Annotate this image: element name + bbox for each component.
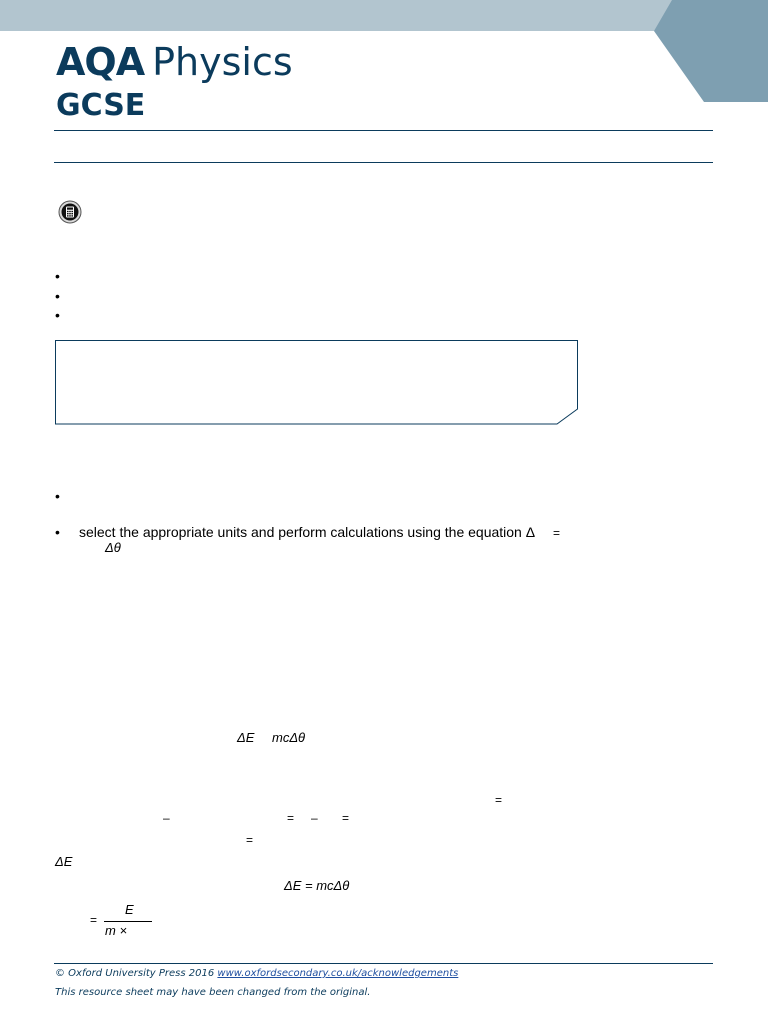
minus-sign: –	[163, 811, 170, 825]
header-band	[0, 0, 768, 31]
footer-divider	[54, 963, 713, 964]
calculator-icon	[58, 200, 82, 224]
fraction-bar	[104, 921, 152, 922]
delta-e-symbol: ΔE	[237, 730, 255, 745]
fraction-numerator: E	[125, 902, 134, 917]
equals-sign: =	[90, 913, 98, 927]
equals-sign: =	[246, 833, 254, 847]
equals-sign: =	[553, 526, 561, 540]
header-divider	[54, 130, 713, 131]
title-divider	[54, 162, 713, 163]
bullet-point: •	[55, 307, 60, 323]
info-box	[55, 340, 578, 425]
equals-sign: =	[287, 811, 295, 825]
footer-copyright	[55, 968, 458, 979]
brand-logo	[56, 40, 293, 123]
delta-theta-symbol: Δθ	[105, 540, 121, 555]
equals-sign: =	[495, 793, 503, 807]
bullet-point: •	[55, 524, 60, 540]
brand-name: AQA	[56, 40, 145, 84]
subject-title: Physics	[152, 40, 293, 84]
delta-e-label: ΔE	[55, 854, 73, 869]
footer-notice: This resource sheet may have been changed from the original.	[55, 987, 371, 998]
objective-text: select the appropriate units and perform calculations using the equation Δ	[79, 524, 536, 540]
minus-sign: –	[311, 811, 318, 825]
fraction-denominator: m ×	[105, 923, 128, 938]
bullet-point: •	[55, 488, 60, 504]
level-title: GCSE	[56, 88, 146, 123]
bullet-point: •	[55, 268, 60, 284]
acknowledgements-link[interactable]: www.oxfordsecondary.co.uk/acknowledgements	[217, 968, 459, 979]
equation-rhs: mcΔθ	[272, 730, 306, 745]
copyright-text: © Oxford University Press 2016	[55, 968, 215, 979]
equals-sign: =	[342, 811, 350, 825]
full-equation: ΔE = mcΔθ	[284, 878, 350, 893]
bullet-point: •	[55, 288, 60, 304]
header-corner-shape	[654, 0, 768, 102]
